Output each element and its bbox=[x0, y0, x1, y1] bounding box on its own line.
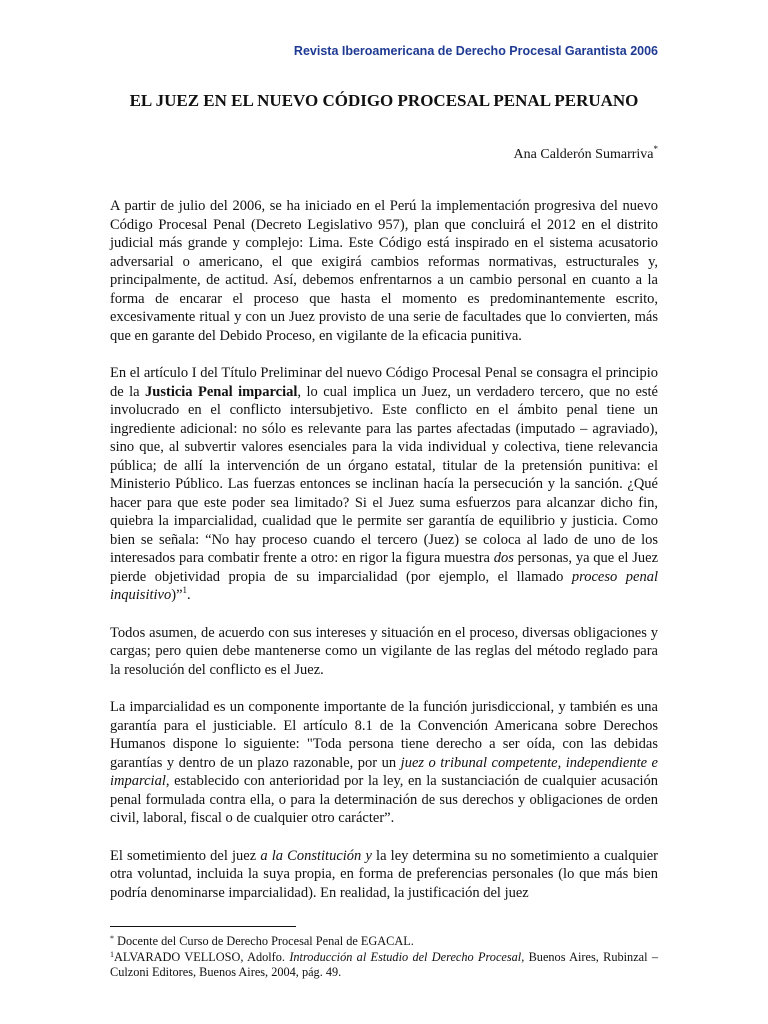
emphasis-juez-tribunal: juez o tribunal competente, independiente e imparcial bbox=[110, 754, 658, 789]
emphasis-constitucion: a la Constitución y bbox=[260, 847, 372, 864]
footnotes bbox=[110, 934, 658, 981]
paragraph-2: En el artículo I del Título Preliminar del nuevo Código Procesal Penal se consagra el principio de la Justicia Penal imparcial, lo cual implica un Juez, un verdadero tercero, que no esté involucrado en el conflicto intersubjetivo. Este conflicto en el ámbito penal tiene un ingrediente adicional: no sólo es relevante para las partes afectadas (imputado – agraviado), sino que, al subvertir valores esenciales para la vida individual y colectiva, tiene relevancia pública; de allí la intervención de un órgano estatal, titular de la pretensión punitiva: el Ministerio Público. Las fuerzas entonces se inclinan hacía la persecución y la sanción. ¿Qué hacer para que este poder sea limitado? Si el Juez suma esfuerzos para alcanzar dicho fin, quiebra la imparcialidad, cualidad que le permite ser garantía de equilibrio y justicia. Como bien se señala: “No hay proceso cuando el tercero (Juez) se coloca al lado de uno de los interesados para combatir frente a otro: en rigor la figura muestra dos personas, ya que el Juez pierde objetividad propia de su imparcialidad (por ejemplo, el llamado proceso penal inquisitivo)”$^1$. bbox=[110, 365, 658, 603]
footnote-1: $^1$ALVARADO VELLOSO, Adolfo. Introducción al Estudio del Derecho Procesal, Buenos Aires, Rubinzal – Culzoni Editores, Buenos Aires, 2004, pág. 49. bbox=[110, 949, 658, 979]
author-name: Ana Calderón Sumarriva bbox=[513, 147, 654, 162]
paragraph-5: El sometimiento del juez a la Constitución y la ley determina su no sometimiento a cualquier otra voluntad, incluida la suya propia, en forma de preferencias personales (lo que más bien podría denominarse imparcialidad). En realidad, la justificación del juez bbox=[110, 847, 659, 901]
paragraph-1: A partir de julio del 2006, se ha iniciado en el Perú la implementación progresiva del nuevo Código Procesal Penal (Decreto Legislativo 957), plan que concluirá el 2012 en el distrito judicial más grande y complejo: Lima. Este Código está inspirado en el sistema acusatorio adversarial o americano, el que exigirá cambios reformas normativas, estructurales y, principalmente, de actitud. Así, debemos enfrentarnos a un cambio personal en cuanto a la forma de encarar el proceso que hasta el momento es predominantemente escrito, excesivamente ritual y con un Juez provisto de una serie de facultades que lo convierten, más que en garante del Debido Proceso, en vigilante de la eficacia punitiva. bbox=[110, 198, 658, 344]
paragraph-4: La imparcialidad es un componente importante de la función jurisdiccional, y también es una garantía para el justiciable. El artículo 8.1 de la Convención Americana sobre Derechos Humanos dispone lo siguiente: "Toda persona tiene derecho a ser oída, con las debidas garantías y dentro de un plazo razonable, por un juez o tribunal competente, independiente e imparcial, establecido con anterioridad por la ley, en la sustanciación de cualquier acusación penal formulada contra ella, o para la determinación de sus derechos y obligaciones de orden civil, laboral, fiscal o de cualquier otro carácter”. bbox=[110, 699, 658, 826]
emphasis-dos: dos bbox=[493, 550, 514, 566]
article-title: EL JUEZ EN EL NUEVO CÓDIGO PROCESAL PENAL PERUANO bbox=[129, 91, 639, 110]
author-line bbox=[513, 144, 658, 163]
journal-header: Revista Iberoamericana de Derecho Procesal Garantista 2006 bbox=[293, 44, 658, 58]
footnote-author: * Docente del Curso de Derecho Procesal Penal de EGACAL. bbox=[110, 934, 414, 948]
emphasis-justicia-penal: Justicia Penal imparcial bbox=[145, 383, 298, 400]
footnote-separator bbox=[110, 926, 296, 927]
author-footnote-mark: * bbox=[653, 144, 658, 154]
paragraph-3: Todos asumen, de acuerdo con sus intereses y situación en el proceso, diversas obligaciones y cargas; pero quien debe mantenerse como un vigilante de las reglas del método reglado para la resolución del conflicto es el Juez. bbox=[110, 624, 658, 678]
emphasis-proceso-inquisitivo: proceso penal inquisitivo bbox=[110, 568, 658, 603]
article-body bbox=[110, 197, 658, 921]
footnote-ref-1: 1 bbox=[182, 585, 187, 595]
